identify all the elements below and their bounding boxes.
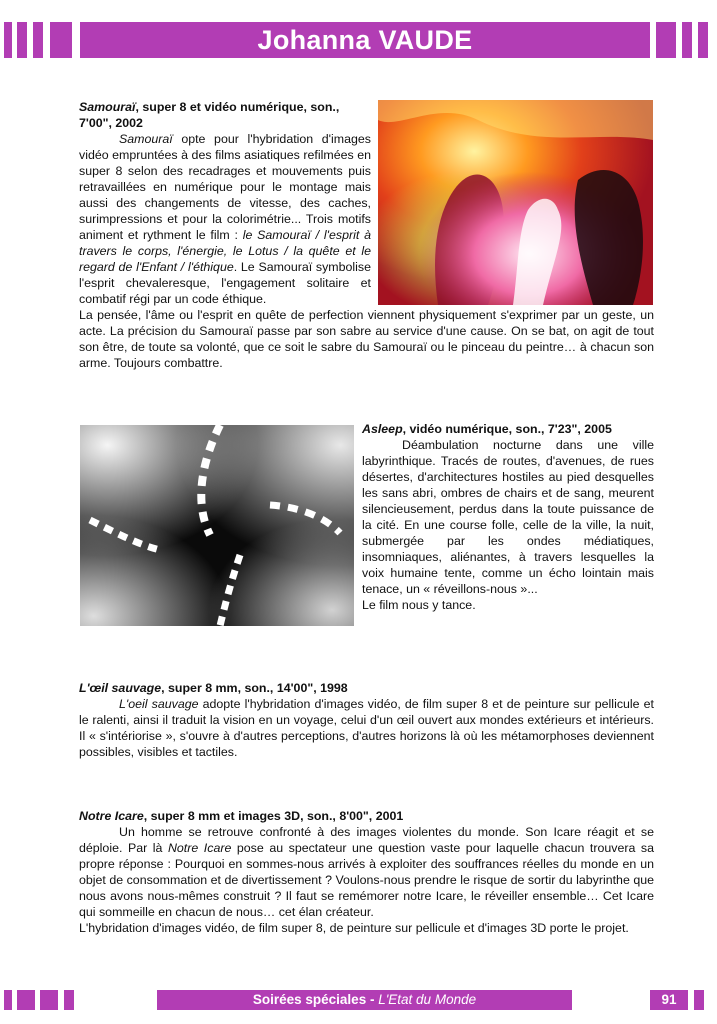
footer-stripe [17, 990, 35, 1010]
header-stripe [17, 22, 27, 58]
notre-icare-title: Notre Icare, super 8 mm et images 3D, son., 8'00", 2001 [79, 809, 404, 823]
asleep-paragraph: Déambulation nocturne dans une ville labyrinthique. Tracés de routes, d'avenues, de rues désertes, d'architectures hostiles au pied desquelles les sans abri, ombres de chairs et de sang, meurent silencieusement, perdus dans la toute puissance de la cité. En une course folle, celle de la ville, la nuit, submergée par les ondes médiatiques, insomniaques, aliénantes, à travers lesquelles la voix humaine tente, comme un écho lointain mais tenace, un « réveillons-nous »... Le film nous y tance. [362, 438, 654, 612]
header-stripe [656, 22, 676, 58]
samourai-still-image [378, 100, 653, 305]
page-title: Johanna VAUDE [80, 22, 650, 58]
header-stripe [698, 22, 708, 58]
footer-stripe [694, 990, 704, 1010]
footer-section-label: Soirées spéciales - L'Etat du Monde [157, 990, 572, 1010]
header-stripe [50, 22, 72, 58]
footer-stripe [64, 990, 74, 1010]
header-stripe [4, 22, 12, 58]
samourai-paragraph-continued: La pensée, l'âme ou l'esprit en quête de perfection viennent physiquement s'exprimer par un geste, un acte. La précision du Samouraï passe par son sabre au service d'une cause. On se bat, on agit de tout son être, de toute sa volonté, que ce soit le sabre du Samouraï ou le pinceau du peintre… à chacun son arme. Toujours combattre. [79, 308, 654, 370]
oeil-sauvage-title: L'œil sauvage, super 8 mm, son., 14'00", 1998 [79, 681, 348, 695]
samourai-title: Samouraï, super 8 et vidéo numérique, son., 7'00", 2002 [79, 100, 340, 130]
samourai-paragraph: Samouraï opte pour l'hybridation d'images vidéo empruntées à des films asiatiques refilmées en super 8 selon des recadrages et mouvements puis retravaillées en numérique pour le montage mais aussi des changements de vitesse, des caches, surimpressions et pour la colorimétrie... Trois motifs animent et rythment le film : le Samouraï / l'esprit à travers le corps, l'énergie, le Lotus / la quête et le regard de l'Enfant / l'éthique. Le Samouraï symbolise l'esprit chevaleresque, l'engagement solitaire et combatif régi par un code éthique. [79, 132, 371, 306]
footer-stripe [40, 990, 58, 1010]
header-stripe [33, 22, 43, 58]
header-stripe [682, 22, 692, 58]
asleep-title: Asleep, vidéo numérique, son., 7'23", 2005 [362, 422, 612, 436]
page-footer [0, 990, 717, 1010]
page-header [0, 22, 717, 58]
oeil-sauvage-paragraph: L'oeil sauvage adopte l'hybridation d'images vidéo, de film super 8 et de peinture sur pellicule et le ralenti, ainsi il traduit la vision en un voyage, celui d'un œil ouvert aux mondes extérieurs et intérieurs. Il « s'intériorise », s'ouvre à d'autres perceptions, d'autres horizons là où les métamorphoses deviennent possibles, visibles et tactiles. [79, 697, 654, 759]
notre-icare-paragraph: Un homme se retrouve confronté à des images violentes du monde. Son Icare réagit et se déploie. Par là Notre Icare pose au spectateur une question vaste pour laquelle chacun trouvera sa propre réponse : Pourquoi en sommes-nous arrivés à exploiter des souffrances réelles du monde en un objet de consommation et de divertissement ? Voulons-nous prendre le risque de sortir du labyrinthe que nous avons nous-mêmes construit ? Il faut se remémorer notre Icare, le réveiller ensemble… Cet Icare qui sommeille en chacun de nous… cet élan créateur. L'hybridation d'images vidéo, de film super 8, de peinture sur pellicule et d'images 3D porte le projet. [79, 825, 654, 935]
asleep-still-image [80, 425, 354, 626]
page-number: 91 [650, 990, 688, 1010]
footer-stripe [4, 990, 12, 1010]
